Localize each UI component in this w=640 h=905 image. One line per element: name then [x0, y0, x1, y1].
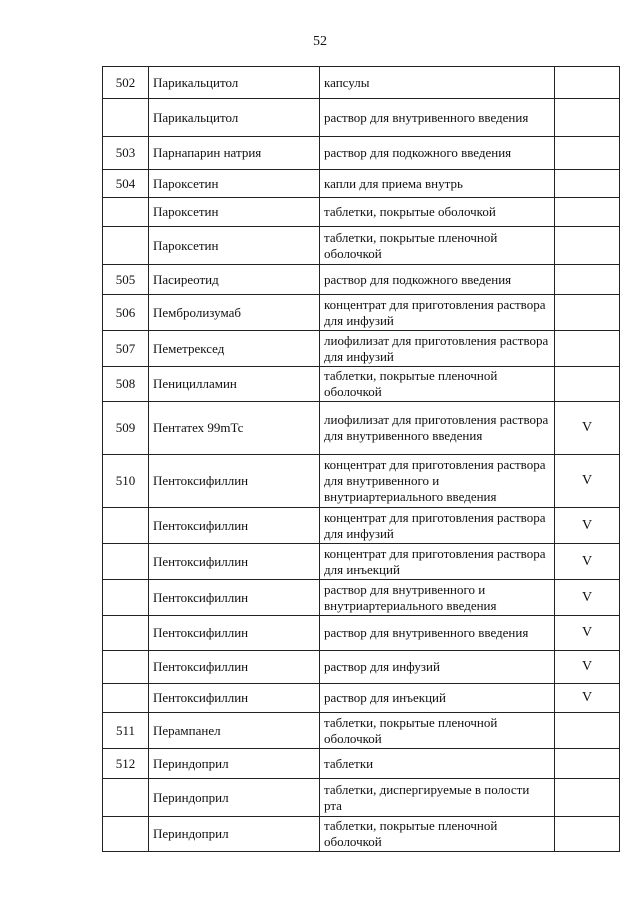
- drug-name-cell: Перампанел: [149, 713, 320, 749]
- row-number-cell: [103, 779, 149, 817]
- table-row: [103, 227, 620, 265]
- dosage-form-cell: раствор для инъекций: [320, 684, 555, 713]
- mark-cell: [555, 713, 620, 749]
- dosage-form-cell: таблетки, покрытые пленочной оболочкой: [320, 367, 555, 402]
- drug-name-cell: Периндоприл: [149, 779, 320, 817]
- dosage-form-cell: концентрат для приготовления раствора для внутривенного и внутриартериального введения: [320, 455, 555, 508]
- table-row: [103, 137, 620, 170]
- drug-name-cell: Пентоксифиллин: [149, 455, 320, 508]
- table-row: [103, 651, 620, 684]
- mark-cell: [555, 198, 620, 227]
- mark-cell: [555, 265, 620, 295]
- drug-table-body: [103, 67, 620, 852]
- table-row: [103, 616, 620, 651]
- row-number-cell: 504: [103, 170, 149, 198]
- dosage-form-cell: раствор для подкожного введения: [320, 137, 555, 170]
- row-number-cell: 505: [103, 265, 149, 295]
- mark-cell: [555, 99, 620, 137]
- dosage-form-cell: капли для приема внутрь: [320, 170, 555, 198]
- row-number-cell: 502: [103, 67, 149, 99]
- row-number-cell: [103, 817, 149, 852]
- row-number-cell: [103, 616, 149, 651]
- mark-cell: [555, 295, 620, 331]
- row-number-cell: [103, 198, 149, 227]
- table-row: [103, 331, 620, 367]
- table-row: [103, 99, 620, 137]
- drug-name-cell: Парикальцитол: [149, 99, 320, 137]
- mark-cell: [555, 170, 620, 198]
- row-number-cell: 506: [103, 295, 149, 331]
- dosage-form-cell: концентрат для приготовления раствора для инфузий: [320, 508, 555, 544]
- drug-name-cell: Парикальцитол: [149, 67, 320, 99]
- row-number-cell: [103, 508, 149, 544]
- mark-cell: [555, 817, 620, 852]
- drug-name-cell: Пеметрексед: [149, 331, 320, 367]
- drug-name-cell: Пентоксифиллин: [149, 651, 320, 684]
- dosage-form-cell: таблетки, покрытые пленочной оболочкой: [320, 817, 555, 852]
- table-row: [103, 170, 620, 198]
- row-number-cell: 510: [103, 455, 149, 508]
- drug-name-cell: Пентоксифиллин: [149, 544, 320, 580]
- mark-cell: V: [555, 616, 620, 651]
- dosage-form-cell: лиофилизат для приготовления раствора для внутривенного введения: [320, 402, 555, 455]
- drug-name-cell: Периндоприл: [149, 749, 320, 779]
- dosage-form-cell: раствор для подкожного введения: [320, 265, 555, 295]
- mark-cell: [555, 779, 620, 817]
- table-row: [103, 508, 620, 544]
- drug-name-cell: Пембролизумаб: [149, 295, 320, 331]
- row-number-cell: 508: [103, 367, 149, 402]
- drug-name-cell: Пароксетин: [149, 198, 320, 227]
- row-number-cell: [103, 544, 149, 580]
- mark-cell: V: [555, 580, 620, 616]
- mark-cell: V: [555, 455, 620, 508]
- mark-cell: [555, 367, 620, 402]
- mark-cell: [555, 227, 620, 265]
- table-row: [103, 779, 620, 817]
- drug-name-cell: Пентоксифиллин: [149, 508, 320, 544]
- dosage-form-cell: раствор для внутривенного и внутриартериального введения: [320, 580, 555, 616]
- row-number-cell: [103, 99, 149, 137]
- mark-cell: V: [555, 684, 620, 713]
- drug-name-cell: Пароксетин: [149, 227, 320, 265]
- drug-name-cell: Пеницилламин: [149, 367, 320, 402]
- drug-name-cell: Пентоксифиллин: [149, 684, 320, 713]
- mark-cell: V: [555, 544, 620, 580]
- table-row: [103, 580, 620, 616]
- table-row: [103, 402, 620, 455]
- dosage-form-cell: таблетки, диспергируемые в полости рта: [320, 779, 555, 817]
- dosage-form-cell: концентрат для приготовления раствора для инфузий: [320, 295, 555, 331]
- row-number-cell: [103, 227, 149, 265]
- row-number-cell: 507: [103, 331, 149, 367]
- table-row: [103, 544, 620, 580]
- table-row: [103, 749, 620, 779]
- drug-name-cell: Пентоксифиллин: [149, 580, 320, 616]
- drug-name-cell: Парнапарин натрия: [149, 137, 320, 170]
- dosage-form-cell: таблетки, покрытые пленочной оболочкой: [320, 227, 555, 265]
- mark-cell: V: [555, 508, 620, 544]
- drug-table: [102, 66, 620, 852]
- dosage-form-cell: раствор для внутривенного введения: [320, 99, 555, 137]
- drug-name-cell: Пасиреотид: [149, 265, 320, 295]
- table-row: [103, 367, 620, 402]
- table-row: [103, 455, 620, 508]
- drug-name-cell: Пароксетин: [149, 170, 320, 198]
- table-row: [103, 295, 620, 331]
- row-number-cell: [103, 651, 149, 684]
- page-number: 52: [313, 34, 327, 49]
- dosage-form-cell: таблетки, покрытые пленочной оболочкой: [320, 713, 555, 749]
- row-number-cell: [103, 580, 149, 616]
- table-row: [103, 67, 620, 99]
- dosage-form-cell: раствор для внутривенного введения: [320, 616, 555, 651]
- mark-cell: V: [555, 402, 620, 455]
- row-number-cell: [103, 684, 149, 713]
- row-number-cell: 511: [103, 713, 149, 749]
- drug-name-cell: Периндоприл: [149, 817, 320, 852]
- dosage-form-cell: таблетки: [320, 749, 555, 779]
- mark-cell: [555, 749, 620, 779]
- row-number-cell: 512: [103, 749, 149, 779]
- mark-cell: [555, 331, 620, 367]
- table-row: [103, 198, 620, 227]
- row-number-cell: 503: [103, 137, 149, 170]
- drug-name-cell: Пентатех 99mTc: [149, 402, 320, 455]
- dosage-form-cell: таблетки, покрытые оболочкой: [320, 198, 555, 227]
- mark-cell: V: [555, 651, 620, 684]
- dosage-form-cell: лиофилизат для приготовления раствора для инфузий: [320, 331, 555, 367]
- mark-cell: [555, 137, 620, 170]
- dosage-form-cell: раствор для инфузий: [320, 651, 555, 684]
- table-row: [103, 713, 620, 749]
- drug-name-cell: Пентоксифиллин: [149, 616, 320, 651]
- table-row: [103, 265, 620, 295]
- row-number-cell: 509: [103, 402, 149, 455]
- dosage-form-cell: капсулы: [320, 67, 555, 99]
- table-row: [103, 817, 620, 852]
- dosage-form-cell: концентрат для приготовления раствора для инъекций: [320, 544, 555, 580]
- mark-cell: [555, 67, 620, 99]
- table-row: [103, 684, 620, 713]
